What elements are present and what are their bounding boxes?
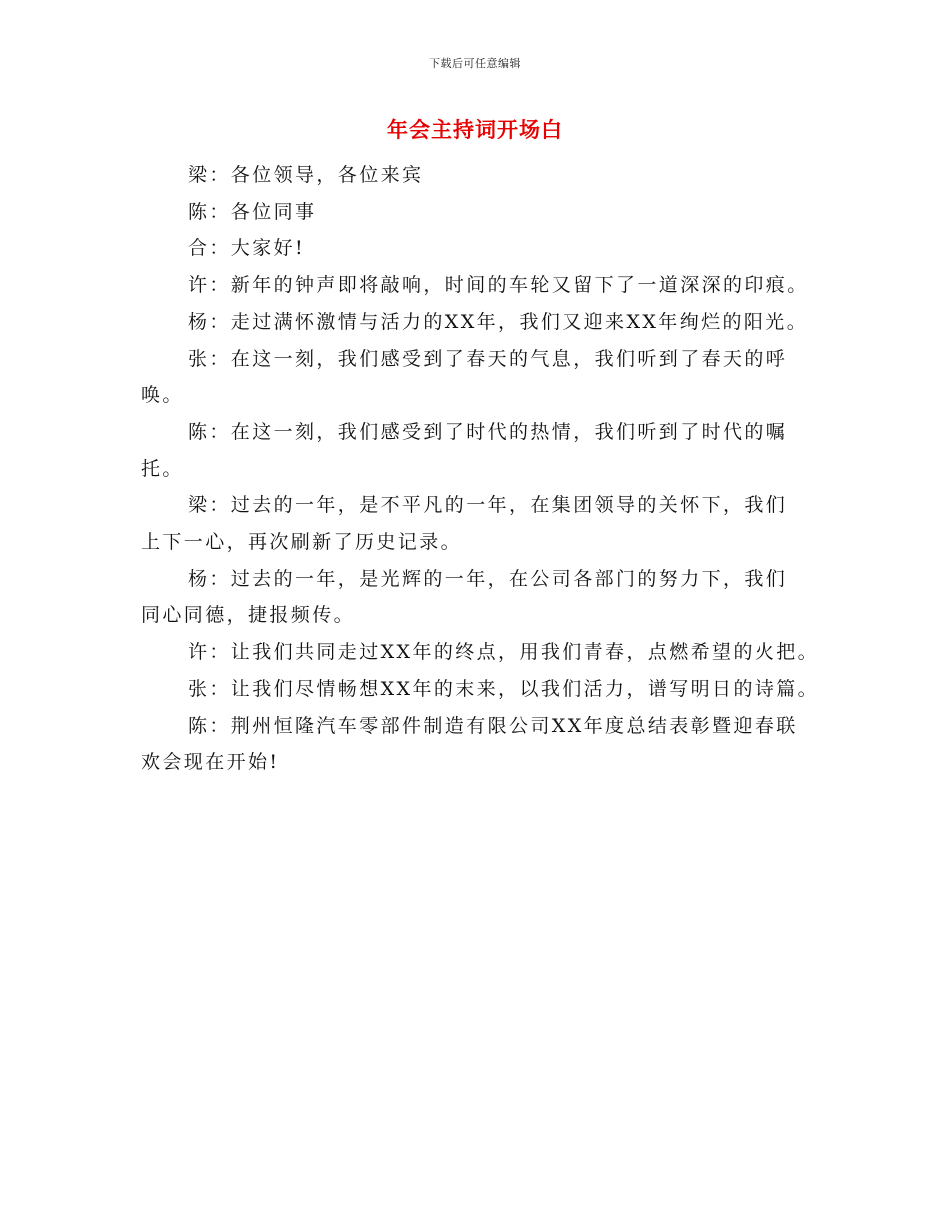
paragraph [141, 708, 821, 781]
paragraph-line: 张：在这一刻，我们感受到了春天的气息，我们听到了春天的呼 [188, 347, 788, 370]
paragraph [141, 671, 821, 708]
paragraph-line: 合：大家好! [188, 237, 306, 260]
paragraph-line: 欢会现在开始! [141, 751, 280, 774]
paragraph-line: 梁：各位领导，各位来宾 [188, 164, 424, 186]
paragraph-line: 张：让我们尽情畅想XX年的末来，以我们活力，谱写明日的诗篇。 [188, 677, 820, 700]
paragraph [141, 487, 821, 560]
paragraph-line: 同心同德，捷报频传。 [141, 604, 356, 627]
paragraph-line: 托。 [141, 457, 184, 480]
paragraph-line: 陈：在这一刻，我们感受到了时代的热情，我们听到了时代的嘱 [188, 420, 788, 443]
paragraph-line: 陈：荆州恒隆汽车零部件制造有限公司XX年度总结表彰暨迎春联 [188, 714, 798, 737]
paragraph [141, 304, 821, 341]
paragraph-line: 陈：各位同事 [188, 200, 317, 223]
paragraph-line: 唤。 [141, 384, 184, 407]
paragraph-line: 许：让我们共同走过XX年的终点，用我们青春，点燃希望的火把。 [188, 641, 820, 664]
paragraph-line: 上下一心，再次刷新了历史记录。 [141, 531, 463, 554]
paragraph [141, 341, 821, 414]
document-body [141, 157, 821, 781]
paragraph [141, 634, 821, 671]
paragraph-line: 杨：过去的一年，是光辉的一年，在公司各部门的努力下，我们 [188, 567, 788, 590]
paragraph [141, 157, 821, 194]
paragraph [141, 414, 821, 487]
paragraph [141, 561, 821, 634]
paragraph [141, 194, 821, 231]
paragraph-line: 杨：走过满怀激情与活力的XX年，我们又迎来XX年绚烂的阳光。 [188, 310, 809, 333]
paragraph [141, 230, 821, 267]
paragraph [141, 267, 821, 304]
document-title: 年会主持词开场白 [387, 118, 563, 142]
paragraph-line: 梁：过去的一年，是不平凡的一年，在集团领导的关怀下，我们 [188, 494, 788, 517]
header-note: 下载后可任意编辑 [429, 57, 521, 70]
paragraph-line: 许：新年的钟声即将敲响，时间的车轮又留下了一道深深的印痕。 [188, 274, 809, 297]
